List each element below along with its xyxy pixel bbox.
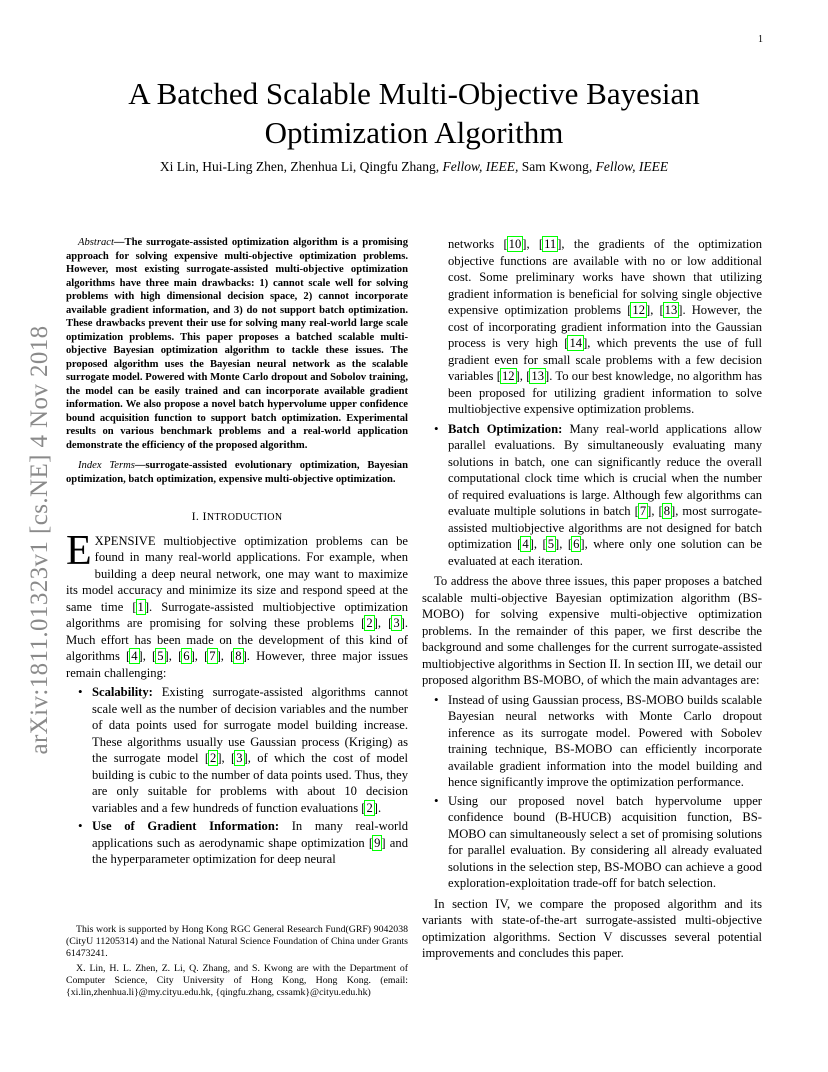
drop-cap: E bbox=[66, 527, 92, 574]
index-terms bbox=[66, 459, 408, 486]
intro-paragraph: EXPENSIVE multiobjective optimization problems can be found in many real-world applications. For example, when building a deep neural network, one may want to maximize its model accuracy and minimize its size and respond speed at the same time [ 1 ] . Surrogate-assisted multiobjective optimization algorithms are promising for solving these problems [ 2 ] , [ 3 ] . Much effort has been made on the development of this kind of algorithms [ 4 ] , [ 5 ] , [ 6 ] , [ 7 ] , [ 8 ] . However, three major issues remain challenging: bbox=[66, 533, 408, 682]
arxiv-stamp: arXiv:1811.01323v1 [cs.NE] 4 Nov 2018 bbox=[26, 325, 53, 755]
list-item: • Instead of using Gaussian process, BS-MOBO builds scalable Bayesian neural networks with Monte Carlo dropout inference as its surrogate model. Powered with Sobolev training technique, BS-MOBO can efficiently incorporate available gradient information into the model building and hence significantly improve the optimization performance. bbox=[448, 692, 762, 791]
citation-link[interactable]: [ 5 ] bbox=[152, 649, 169, 663]
list-item: • Scalability: Existing surrogate-assisted algorithms cannot scale well as the number of decision variables and the number of data points used for surrogate model building increase. These algorithms usually use Gaussian process (Kriging) as the surrogate model [ 2 ] , [ 3 ] , of which the cost of model building is cubic to the number of data points used. Thus, they are only suitable for problems with about 10 decision variables and a few hundreds of function evaluations [ 2 ] . bbox=[92, 684, 408, 816]
title-line-1: A Batched Scalable Multi-Objective Bayesian bbox=[128, 76, 700, 111]
list-item: • Using our proposed novel batch hypervolume upper confidence bound (B-HUCB) acquisition function, BS-MOBO can simultaneously select a set of promising solutions for parallel evaluation. By considering all already evaluated solutions in the selection step, BS-MOBO can achieve a good exploration-exploitation trade-off for batch selection. bbox=[448, 793, 762, 892]
citation-link[interactable]: [ 7 ] bbox=[204, 649, 221, 663]
footnote-funding: This work is supported by Hong Kong RGC General Research Fund(GRF) 9042038 (CityU 11205314) and the National Natural Science Foundation of China under Grants 61473241. bbox=[66, 924, 408, 960]
body-paragraph: To address the above three issues, this paper proposes a batched scalable multi-objective Bayesian optimization algorithm (BS-MOBO) for solving expensive multi-objective optimization problems. In the remainder of this paper, we first describe the background and some challenges for the current surrogate-assisted multiobjective algorithms in Section II. In section III, we detail our proposed algorithm BS-MOBO, of which the main advantages are: bbox=[422, 574, 762, 687]
abstract bbox=[66, 236, 408, 452]
bullet-label: Scalability: bbox=[92, 685, 153, 699]
challenge-list bbox=[66, 684, 408, 868]
advantages-list bbox=[422, 692, 762, 892]
bullet-label: Use of Gradient Information: bbox=[92, 819, 280, 833]
citation-link[interactable]: [ 7 ] bbox=[635, 504, 652, 518]
bullet-continuation: networks [ 10 ] , [ 11 ] , the gradients of the optimization objective functions are available with no or low additional cost. Some preliminary works have shown that utilizing gradient information is beneficial for solving single objective expensive optimization problems [ 12 ] , [ 13 ] . However, the cost of incorporating gradient information into the Gaussian process is very high [ 14 ] , which prevents the use of full gradient even for small scale problems with a few decision variables [ 12 ] , [ 13 ] . To our best knowledge, no algorithm has been proposed for utilizing gradient information to solve multiobjective expensive optimization problems. bbox=[448, 236, 762, 418]
authors-part-2: Sam Kwong, bbox=[518, 159, 596, 174]
citation-link[interactable]: [ 2 ] bbox=[361, 801, 378, 815]
paper-title bbox=[0, 74, 828, 152]
index-terms-text: —surrogate-assisted evolutionary optimization, Bayesian optimization, batch optimization, expensive multi-objective optimization. bbox=[66, 460, 408, 485]
right-column bbox=[422, 236, 762, 962]
footnotes bbox=[66, 924, 408, 1001]
citation-link[interactable]: [ 4 ] bbox=[126, 649, 143, 663]
citation-link[interactable]: [ 12 ] bbox=[627, 303, 650, 317]
abstract-text: —The surrogate-assisted optimization algorithm is a promising approach for solving expensive multi-objective optimization problems. However, most existing surrogate-assisted multi-objective optimization algorithms have three main drawbacks: 1) cannot scale well for solving problems with high dimensional decision space, 2) cannot incorporate available gradient information, and 3) do not support batch optimization. These drawbacks prevent their use for solving many real-world large scale optimization problems. This paper proposes a batched scalable multi-objective Bayesian optimization algorithm to tackle these issues. The proposed algorithm uses the Bayesian neural network as the scalable surrogate model. Powered with Monte Carlo dropout and Sobolov training, the model can be easily trained and can incorporate available gradient information. We also propose a novel batch hypervolume upper confidence bound acquisition function to support batch optimization. Experimental results on various benchmark problems and a real-world application demonstrate the efficiency of the proposed algorithm. bbox=[66, 237, 408, 451]
bullet-label: Batch Optimization: bbox=[448, 421, 563, 436]
challenge-list-continued bbox=[422, 421, 762, 570]
citation-link[interactable]: [ 9 ] bbox=[369, 836, 386, 850]
citation-link[interactable]: [ 3 ] bbox=[231, 751, 248, 765]
citation-link[interactable]: [ 5 ] bbox=[543, 537, 560, 551]
citation-link[interactable]: [ 2 ] bbox=[361, 616, 378, 630]
citation-link[interactable]: [ 4 ] bbox=[517, 537, 534, 551]
citation-link[interactable]: [ 6 ] bbox=[178, 649, 195, 663]
citation-link[interactable]: [ 8 ] bbox=[230, 649, 247, 663]
authors-fellow-2: Fellow, IEEE bbox=[595, 159, 669, 174]
author-list bbox=[0, 158, 828, 176]
citation-link[interactable]: [ 12 ] bbox=[497, 369, 520, 383]
list-item: • Use of Gradient Information: In many real-world applications such as aerodynamic shape optimization [ 9 ] and the hyperparameter optimization for deep neural bbox=[92, 818, 408, 868]
citation-link[interactable]: [ 14 ] bbox=[564, 336, 587, 350]
footnote-affiliation: X. Lin, H. L. Zhen, Z. Li, Q. Zhang, and S. Kwong are with the Department of Computer Science, City University of Hong Kong, Hong Kong. (email: {xi.lin,zhenhua.li}@my.cityu.edu.hk, {qingfu.zhang, cssamk}@cityu.edu.hk) bbox=[66, 962, 408, 999]
authors-fellow-1: Fellow, IEEE, bbox=[442, 159, 519, 174]
citation-link[interactable]: [ 8 ] bbox=[659, 504, 676, 518]
citation-link[interactable]: [ 13 ] bbox=[659, 303, 682, 317]
section-heading-introduction: I. INTRODUCTION bbox=[191, 509, 283, 523]
citation-link[interactable]: [ 13 ] bbox=[526, 369, 549, 383]
citation-link[interactable]: [ 10 ] bbox=[503, 237, 526, 251]
citation-link[interactable]: [ 1 ] bbox=[132, 600, 149, 614]
body-paragraph: In section IV, we compare the proposed algorithm and its variants with state-of-the-art surrogate-assisted multi-objective optimization algorithms. Section V discusses several potential improvements and concludes this paper. bbox=[422, 896, 762, 960]
left-column bbox=[66, 236, 408, 870]
abstract-label: Abstract bbox=[78, 237, 114, 248]
list-item: • Batch Optimization: Many real-world applications allow parallel evaluations. By simultaneously evaluating many solutions in batch, one can significantly reduce the overall computational clock time which is crucial when the number of required evaluations is large. Although few algorithms can evaluate multiple solutions in batch [ 7 ] , [ 8 ] , most surrogate-assisted multiobjective algorithms are not designed for batch optimization [ 4 ] , [ 5 ] , [ 6 ] , where only one solution can be evaluated at each iteration. bbox=[448, 421, 762, 570]
introduction-body bbox=[66, 527, 409, 868]
citation-link[interactable]: [ 6 ] bbox=[568, 537, 585, 551]
title-line-2: Optimization Algorithm bbox=[264, 115, 564, 150]
authors-part-1: Xi Lin, Hui-Ling Zhen, Zhenhua Li, Qingfu Zhang, bbox=[159, 159, 443, 174]
index-terms-label: Index Terms bbox=[78, 460, 135, 471]
citation-link[interactable]: [ 11 ] bbox=[539, 237, 562, 251]
citation-link[interactable]: [ 3 ] bbox=[388, 616, 405, 630]
page-number: 1 bbox=[758, 34, 763, 45]
citation-link[interactable]: [ 2 ] bbox=[205, 751, 222, 765]
